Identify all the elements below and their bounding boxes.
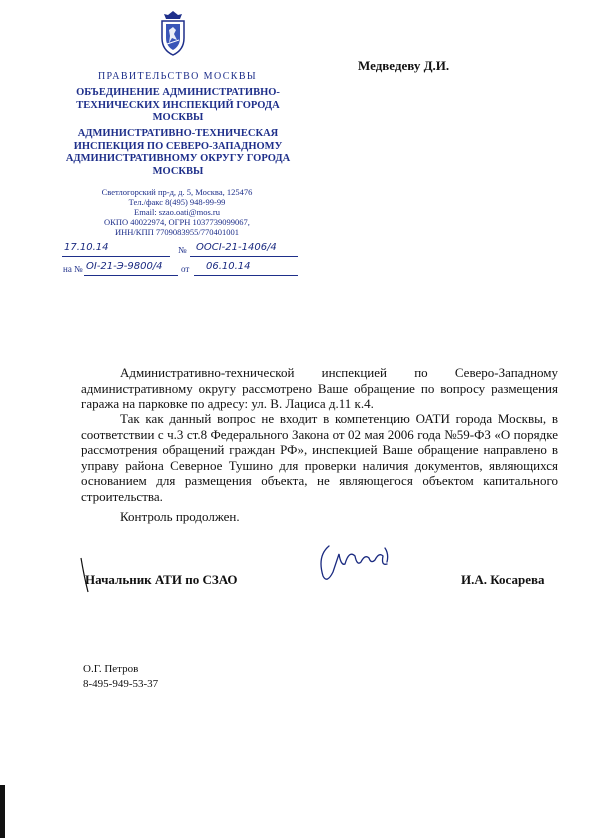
contact-phone: Тел./факс 8(495) 948-99-99	[128, 197, 226, 207]
addressee: Медведеву Д.И.	[358, 58, 450, 73]
contact-email: Email: szao.oati@mos.ru	[134, 207, 220, 217]
contact-address: Светлогорский пр-д, д. 5, Москва, 125476	[101, 187, 253, 197]
ref-date: 06.10.14	[206, 261, 251, 272]
body-paragraph-1: Административно-технической инспекцией по Северо-Западному административному округу рассмотрено Ваше обращение по вопросу размещения гаража на парковке по адресу: ул. В. Лациса д.11 к.4.	[81, 365, 558, 411]
moscow-coat-of-arms-icon	[158, 10, 188, 56]
outgoing-date: 17.10.14	[64, 242, 109, 253]
scan-edge-mark	[0, 785, 5, 838]
signatory-name: И.А. Косарева	[461, 572, 545, 587]
date-underline	[62, 256, 170, 257]
contact-okpo: ОКПО 40022974, ОГРН 1037739099067,	[104, 217, 250, 227]
contacts-block	[70, 187, 284, 237]
number-underline	[190, 256, 298, 257]
ref-label: на №	[63, 264, 83, 274]
ref-number: ОI-21-Э-9800/4	[86, 261, 163, 272]
outgoing-number: ООСI-21-1406/4	[196, 242, 277, 253]
body-paragraph-3: Контроль продолжен.	[120, 509, 240, 524]
number-label: №	[178, 245, 187, 255]
executor-phone: 8-495-949-53-37	[83, 678, 159, 690]
org-sub-title: АДМИНИСТРАТИВНО-ТЕХНИЧЕСКАЯ ИНСПЕКЦИЯ ПО СЕВЕРО-ЗАПАДНОМУ АДМИНИСТРАТИВНОМУ ОКРУГУ ГОРОДА МОСКВЫ	[65, 128, 291, 177]
body-paragraph-2: Так как данный вопрос не входит в компетенцию ОАТИ города Москвы, в соответствии с ч.3 ст.8 Федерального Закона от 02 мая 2006 года №59-ФЗ «О порядке рассмотрения обращений граждан РФ», инспекцией Ваше обращение направлено в управу района Северное Тушино для проверки наличия документов, являющихся основанием для размещения объекта, не являющегося объектом капитального строительства.	[81, 411, 558, 504]
ref-date-underline	[194, 275, 298, 276]
from-label: от	[181, 264, 190, 274]
government-title: ПРАВИТЕЛЬСТВО МОСКВЫ	[97, 71, 258, 82]
ref-underline	[84, 275, 178, 276]
contact-inn: ИНН/КПП 7709083955/770401001	[115, 227, 239, 237]
executor-name: О.Г. Петров	[83, 663, 139, 675]
handwritten-signature-icon	[315, 536, 395, 588]
org-main-title: ОБЪЕДИНЕНИЕ АДМИНИСТРАТИВНО-ТЕХНИЧЕСКИХ ИНСПЕКЦИЙ ГОРОДА МОСКВЫ	[76, 87, 280, 123]
signatory-title: Начальник АТИ по СЗАО	[85, 572, 238, 587]
